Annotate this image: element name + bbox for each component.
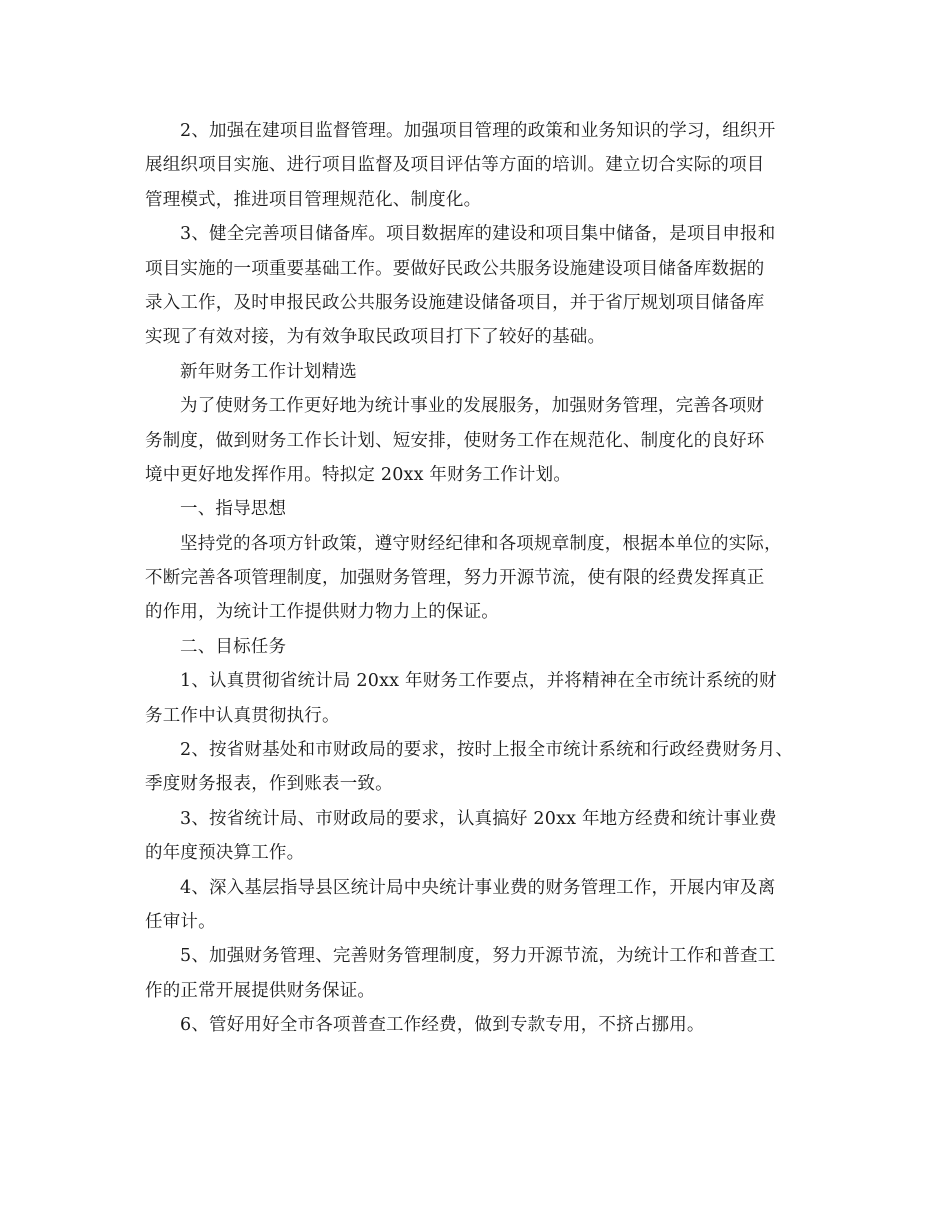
text-line: 4、深入基层指导县区统计局中央统计事业费的财务管理工作，开展内审及离 xyxy=(180,877,776,898)
text-line: 务工作中认真贯彻执行。 xyxy=(145,705,340,726)
text-line: 6、管好用好全市各项普查工作经费，做到专款专用，不挤占挪用。 xyxy=(180,1015,705,1036)
text-line: 境中更好地发挥作用。特拟定 20xx 年财务工作计划。 xyxy=(145,464,572,485)
text-line: 新年财务工作计划精选 xyxy=(180,361,357,382)
text-line: 1、认真贯彻省统计局 20xx 年财务工作要点，并将精神在全市统计系统的财 xyxy=(180,671,777,692)
text-line: 管理模式，推进项目管理规范化、制度化。 xyxy=(145,189,482,210)
text-line: 展组织项目实施、进行项目监督及项目评估等方面的培训。建立切合实际的项目 xyxy=(145,155,765,176)
text-line: 3、按省统计局、市财政局的要求，认真搞好 20xx 年地方经费和统计事业费 xyxy=(180,808,777,829)
document-body xyxy=(145,114,815,1043)
text-line: 2、按省财基处和市财政局的要求，按时上报全市统计系统和行政经费财务月、 xyxy=(180,740,794,761)
text-line: 的年度预决算工作。 xyxy=(145,843,305,864)
text-line: 任审计。 xyxy=(145,911,216,932)
text-line: 3、健全完善项目储备库。项目数据库的建设和项目集中储备，是项目申报和 xyxy=(180,224,776,245)
text-line: 为了使财务工作更好地为统计事业的发展服务，加强财务管理，完善各项财 xyxy=(180,396,765,417)
text-line: 的作用，为统计工作提供财力物力上的保证。 xyxy=(145,602,499,623)
text-line: 录入工作，及时申报民政公共服务设施建设储备项目，并于省厅规划项目储备库 xyxy=(145,292,765,313)
text-line: 二、目标任务 xyxy=(180,636,287,657)
text-line: 不断完善各项管理制度，加强财务管理，努力开源节流，使有限的经费发挥真正 xyxy=(145,568,765,589)
text-line: 作的正常开展提供财务保证。 xyxy=(145,980,376,1001)
text-line: 一、指导思想 xyxy=(180,499,287,520)
text-line: 5、加强财务管理、完善财务管理制度，努力开源节流，为统计工作和普查工 xyxy=(180,946,776,967)
text-line: 坚持党的各项方针政策，遵守财经纪律和各项规章制度，根据本单位的实际， xyxy=(180,533,782,554)
text-line: 季度财务报表，作到账表一致。 xyxy=(145,774,393,795)
text-line: 项目实施的一项重要基础工作。要做好民政公共服务设施建设项目储备库数据的 xyxy=(145,258,765,279)
text-line: 实现了有效对接，为有效争取民政项目打下了较好的基础。 xyxy=(145,327,606,348)
text-line: 2、加强在建项目监督管理。加强项目管理的政策和业务知识的学习，组织开 xyxy=(180,121,776,141)
text-line: 务制度，做到财务工作长计划、短安排，使财务工作在规范化、制度化的良好环 xyxy=(145,430,765,451)
